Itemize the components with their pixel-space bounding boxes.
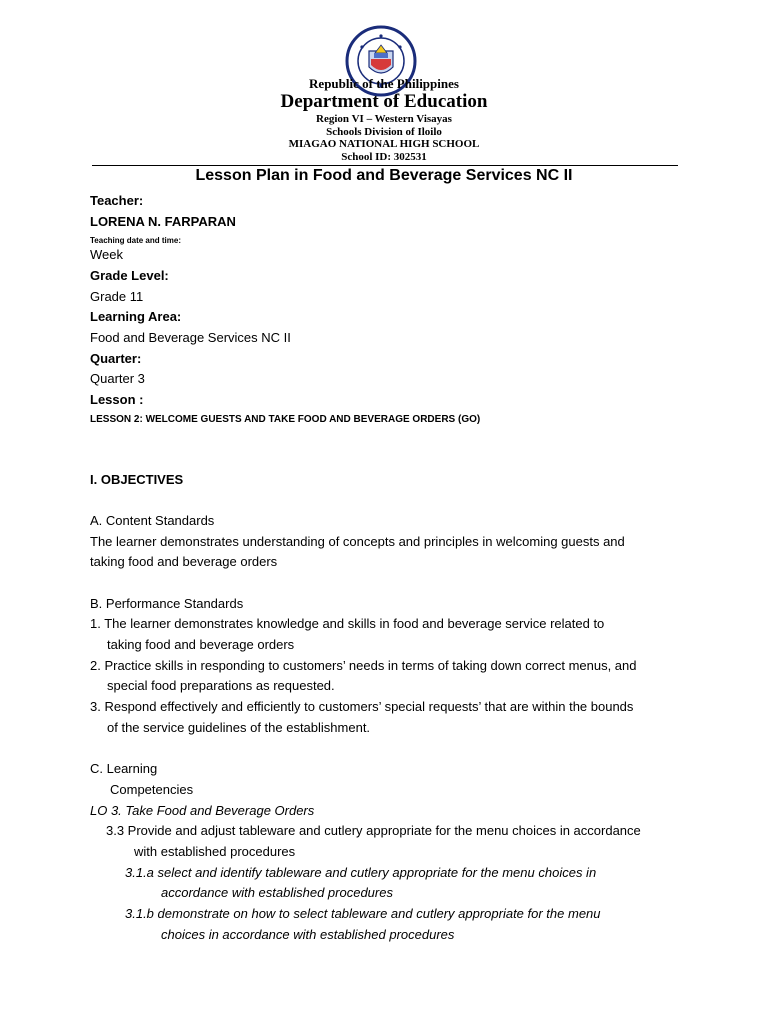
competency-3-1-b-line-1: 3.1.b demonstrate on how to select tableware and cutlery appropriate for the menu (125, 906, 601, 921)
quarter-label: Quarter: (90, 351, 142, 366)
competency-3-3-line-2: with established procedures (134, 844, 296, 859)
performance-item-3-line-2: of the service guidelines of the establishment. (107, 720, 371, 735)
region-line: Region VI – Western Visayas (316, 113, 452, 125)
performance-item-3-line-1: 3. Respond effectively and efficiently to customers’ special requests’ that are within the bounds (90, 699, 634, 714)
lesson-label: Lesson : (90, 392, 144, 407)
grade-level-label: Grade Level: (90, 268, 169, 283)
learning-area-label: Learning Area: (90, 309, 182, 324)
learning-area-value: Food and Beverage Services NC II (90, 330, 291, 345)
quarter-value: Quarter 3 (90, 371, 145, 386)
content-standards-text-2: taking food and beverage orders (90, 554, 278, 569)
competency-3-1-a-line-2: accordance with established procedures (161, 885, 393, 900)
performance-item-1-line-2: taking food and beverage orders (107, 637, 295, 652)
lesson-plan-title: Lesson Plan in Food and Beverage Services NC II (195, 167, 573, 184)
objectives-heading: I. OBJECTIVES (90, 472, 184, 487)
lo3-heading: LO 3. Take Food and Beverage Orders (90, 803, 315, 818)
division-line: Schools Division of Iloilo (326, 126, 442, 138)
school-name: MIAGAO NATIONAL HIGH SCHOOL (288, 138, 480, 150)
teacher-label: Teacher: (90, 193, 144, 208)
performance-item-1-line-1: 1. The learner demonstrates knowledge and skills in food and beverage service related to (90, 616, 605, 631)
header-divider (92, 165, 678, 166)
teacher-name: LORENA N. FARPARAN (90, 214, 236, 229)
teaching-date-label: Teaching date and time: (90, 236, 181, 245)
department-heading: Department of Education (280, 91, 488, 112)
performance-item-2-line-2: special food preparations as requested. (107, 678, 335, 693)
competency-3-1-a-line-1: 3.1.a select and identify tableware and cutlery appropriate for the menu choices in (125, 865, 597, 880)
content-standards-text-1: The learner demonstrates understanding of concepts and principles in welcoming guests and (90, 534, 625, 549)
competency-3-1-b-line-2: choices in accordance with established procedures (161, 927, 455, 942)
performance-item-2-line-1: 2. Practice skills in responding to customers’ needs in terms of taking down correct menus, and (90, 658, 637, 673)
lesson-value: LESSON 2: WELCOME GUESTS AND TAKE FOOD AND BEVERAGE ORDERS (GO) (90, 414, 481, 425)
republic-heading: Republic of the Philippines (309, 76, 459, 91)
grade-level-value: Grade 11 (90, 289, 144, 304)
learning-competencies-heading-1: C. Learning (90, 761, 158, 776)
competency-3-3-line-1: 3.3 Provide and adjust tableware and cutlery appropriate for the menu choices in accordance (106, 823, 641, 838)
school-id: School ID: 302531 (341, 151, 427, 163)
learning-competencies-heading-2: Competencies (110, 782, 194, 797)
performance-standards-heading: B. Performance Standards (90, 596, 244, 611)
content-standards-heading: A. Content Standards (90, 513, 215, 528)
teaching-date-value: Week (90, 247, 123, 262)
